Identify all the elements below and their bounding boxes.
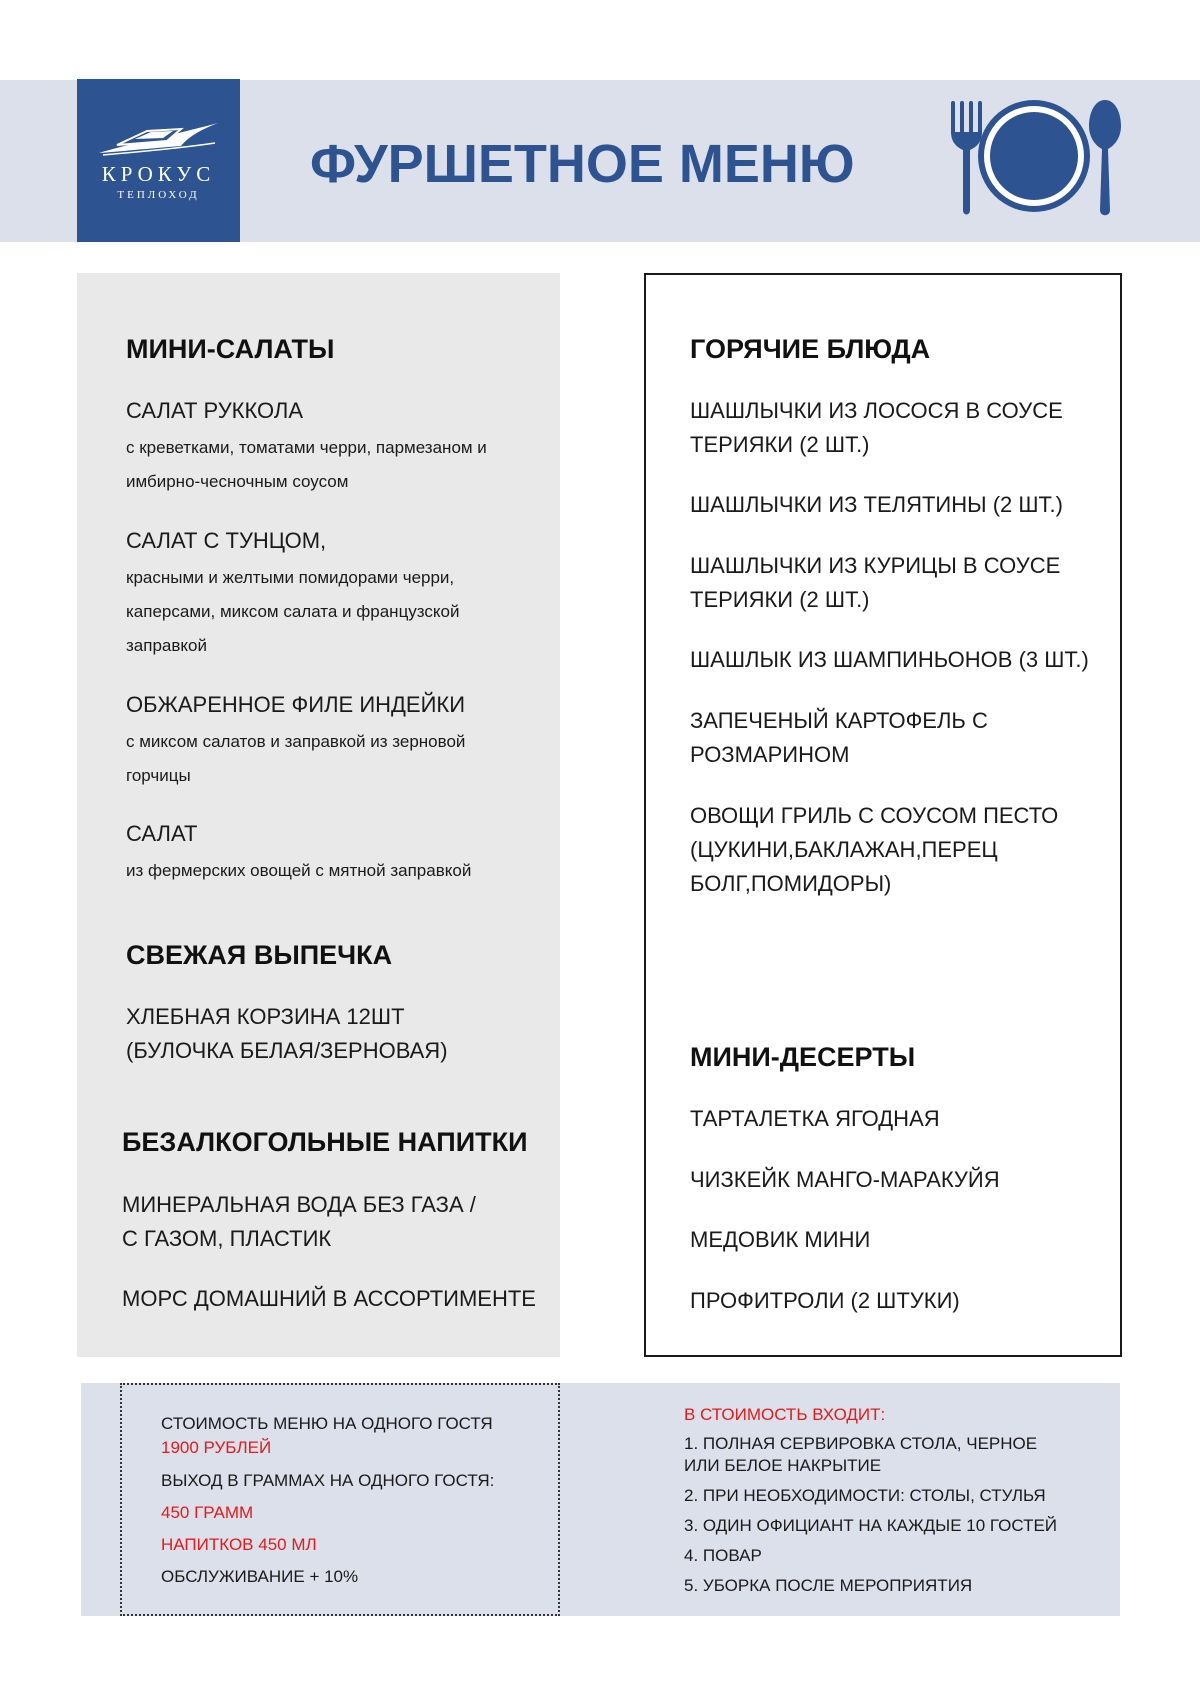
included-item: 4. ПОВАР (684, 1546, 762, 1565)
weight-label: ВЫХОД В ГРАММАХ НА ОДНОГО ГОСТЯ: (161, 1471, 495, 1490)
logo-name: КРОКУС (101, 162, 216, 186)
salads-title: МИНИ-САЛАТЫ (126, 334, 335, 364)
salad-item-desc: красными и желтыми помидорами черри, каперсами, миксом салата и французской заправкой (126, 568, 460, 655)
hot-item: РОЗМАРИНОМ (690, 742, 850, 767)
included-item: 2. ПРИ НЕОБХОДИМОСТИ: СТОЛЫ, СТУЛЬЯ (684, 1486, 1046, 1505)
hot-item: (ЦУКИНИ,БАКЛАЖАН,ПЕРЕЦ (690, 837, 998, 862)
hot-item: ШАШЛЫК ИЗ ШАМПИНЬОНОВ (3 ШТ.) (690, 647, 1089, 672)
hot-item: ЗАПЕЧЕНЫЙ КАРТОФЕЛЬ С (690, 708, 988, 733)
hot-item: ШАШЛЫЧКИ ИЗ ЛОСОСЯ В СОУСЕ (690, 398, 1063, 423)
included-title: В СТОИМОСТЬ ВХОДИТ: (684, 1405, 886, 1424)
spoon-icon (1089, 100, 1121, 215)
cost-label: СТОИМОСТЬ МЕНЮ НА ОДНОГО ГОСТЯ (161, 1414, 493, 1433)
salad-item-desc: из фермерских овощей с мятной заправкой (126, 861, 472, 880)
desserts-title: МИНИ-ДЕСЕРТЫ (690, 1042, 916, 1072)
page-title: ФУРШЕТНОЕ МЕНЮ (310, 134, 855, 194)
included-item: 5. УБОРКА ПОСЛЕ МЕРОПРИЯТИЯ (684, 1576, 973, 1595)
drinks-line: МОРС ДОМАШНИЙ В АССОРТИМЕНТЕ (122, 1286, 536, 1311)
drinks-line: МИНЕРАЛЬНАЯ ВОДА БЕЗ ГАЗА / (122, 1192, 476, 1217)
hot-item: ОВОЩИ ГРИЛЬ С СОУСОМ ПЕСТО (690, 803, 1059, 828)
hot-item: ШАШЛЫЧКИ ИЗ ТЕЛЯТИНЫ (2 ШТ.) (690, 492, 1063, 517)
plate-icon (978, 100, 1090, 212)
included-item: ИЛИ БЕЛОЕ НАКРЫТИЕ (684, 1456, 882, 1475)
included-item: 3. ОДИН ОФИЦИАНТ НА КАЖДЫЕ 10 ГОСТЕЙ (684, 1516, 1058, 1535)
salad-item-desc: с креветками, томатами черри, пармезаном и имбирно-чесночным соусом (126, 438, 487, 491)
salad-item-name: САЛАТ С ТУНЦОМ, (126, 528, 327, 553)
salad-item-desc: с миксом салатов и заправкой из зерновой горчицы (126, 732, 466, 785)
yacht-icon (95, 119, 222, 157)
hot-title: ГОРЯЧИЕ БЛЮДА (690, 334, 931, 364)
logo-subtitle: ТЕПЛОХОД (117, 189, 200, 201)
service-fee: ОБСЛУЖИВАНИЕ + 10% (161, 1567, 359, 1586)
included-item: 1. ПОЛНАЯ СЕРВИРОВКА СТОЛА, ЧЕРНОЕ (684, 1434, 1038, 1453)
salad-item-name: САЛАТ (126, 821, 198, 846)
salad-item-name: САЛАТ РУККОЛА (126, 398, 304, 423)
hot-item: ТЕРИЯКИ (2 ШТ.) (690, 587, 870, 612)
hot-item: ТЕРИЯКИ (2 ШТ.) (690, 432, 870, 457)
cutlery-icon (946, 96, 1124, 218)
weight-value: 450 ГРАММ (161, 1503, 254, 1522)
salad-item-name: ОБЖАРЕННОЕ ФИЛЕ ИНДЕЙКИ (126, 692, 466, 717)
dessert-item: ЧИЗКЕЙК МАНГО-МАРАКУЙЯ (690, 1167, 1000, 1192)
dessert-item: ТАРТАЛЕТКА ЯГОДНАЯ (690, 1106, 940, 1131)
hot-item: БОЛГ,ПОМИДОРЫ) (690, 871, 892, 896)
fork-icon (951, 101, 982, 215)
drinks-value: НАПИТКОВ 450 МЛ (161, 1535, 317, 1554)
drinks-title: БЕЗАЛКОГОЛЬНЫЕ НАПИТКИ (122, 1127, 528, 1157)
dessert-item: ПРОФИТРОЛИ (2 ШТУКИ) (690, 1288, 960, 1313)
bakery-title: СВЕЖАЯ ВЫПЕЧКА (126, 940, 393, 970)
bakery-line: ХЛЕБНАЯ КОРЗИНА 12ШТ (126, 1004, 405, 1029)
logo (77, 79, 240, 242)
hot-item: ШАШЛЫЧКИ ИЗ КУРИЦЫ В СОУСЕ (690, 553, 1061, 578)
dessert-item: МЕДОВИК МИНИ (690, 1227, 871, 1252)
drinks-line: С ГАЗОМ, ПЛАСТИК (122, 1226, 332, 1251)
bakery-line: (БУЛОЧКА БЕЛАЯ/ЗЕРНОВАЯ) (126, 1038, 448, 1063)
cost-value: 1900 РУБЛЕЙ (161, 1438, 272, 1457)
